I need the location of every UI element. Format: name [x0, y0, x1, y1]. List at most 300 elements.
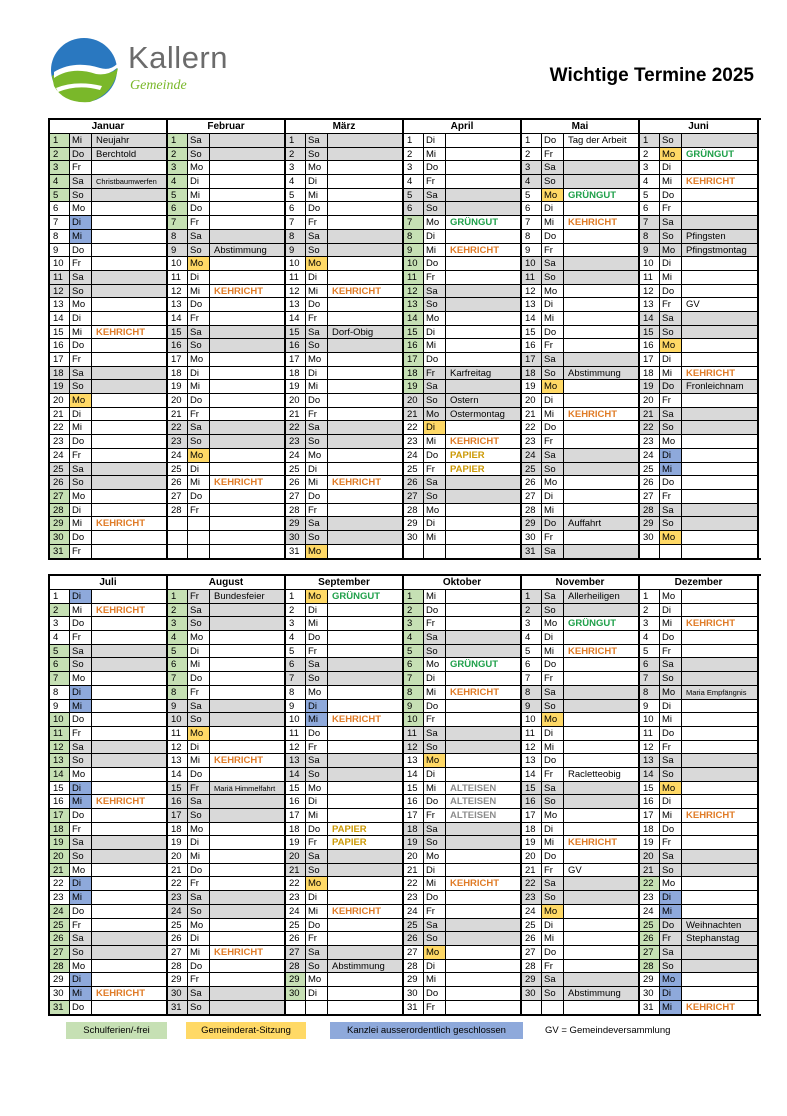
day-event: PAPIER — [450, 463, 485, 475]
weekday: Mi — [660, 175, 682, 188]
day-row — [640, 367, 757, 381]
day-event — [328, 809, 402, 822]
day-row — [640, 285, 757, 299]
weekday: Do — [188, 298, 210, 311]
day-number: 17 — [522, 353, 542, 366]
day-row — [404, 216, 520, 230]
day-row — [522, 905, 638, 919]
day-event — [92, 202, 166, 215]
day-event — [210, 380, 284, 393]
day-event — [328, 946, 402, 959]
day-event — [682, 257, 757, 270]
day-number: 27 — [640, 946, 660, 959]
weekday: Mo — [660, 782, 682, 795]
weekday: Mi — [542, 741, 564, 754]
day-row — [168, 795, 284, 809]
month-april — [404, 120, 522, 558]
day-row — [640, 973, 757, 987]
weekday: Mo — [188, 449, 210, 462]
weekday: So — [542, 795, 564, 808]
day-number: 29 — [50, 973, 70, 986]
weekday: Sa — [70, 836, 92, 849]
day-row — [168, 768, 284, 782]
day-number: 21 — [522, 408, 542, 421]
day-event — [682, 504, 757, 517]
day-event — [682, 285, 757, 298]
day-row — [404, 987, 520, 1001]
day-row — [286, 216, 402, 230]
day-event — [446, 517, 520, 530]
day-event — [446, 230, 520, 243]
day-number: 21 — [286, 408, 306, 421]
day-row — [640, 380, 757, 394]
weekday: So — [424, 836, 446, 849]
day-number: 12 — [286, 741, 306, 754]
day-row — [168, 973, 284, 987]
day-row — [640, 1001, 757, 1015]
day-event: Abstimmung — [568, 987, 621, 999]
day-row — [640, 175, 757, 189]
day-event — [328, 987, 402, 1000]
day-number: 28 — [522, 960, 542, 973]
day-row — [522, 517, 638, 531]
day-number: 24 — [286, 905, 306, 918]
day-event — [92, 244, 166, 257]
weekday: So — [188, 809, 210, 822]
weekday: So — [70, 189, 92, 202]
weekday: Mi — [424, 244, 446, 257]
day-number: 22 — [404, 421, 424, 434]
weekday: Sa — [70, 741, 92, 754]
weekday: Mo — [306, 161, 328, 174]
day-event — [446, 932, 520, 945]
weekday: Fr — [306, 836, 328, 849]
day-event — [446, 645, 520, 658]
day-event — [92, 189, 166, 202]
day-event — [92, 380, 166, 393]
day-event — [564, 435, 638, 448]
day-event — [92, 285, 166, 298]
day-event — [92, 353, 166, 366]
day-event — [92, 490, 166, 503]
day-number: 5 — [522, 645, 542, 658]
day-event — [564, 754, 638, 767]
day-event — [564, 686, 638, 699]
day-row — [50, 645, 166, 659]
day-event — [92, 864, 166, 877]
day-event: Abstimmung — [332, 960, 385, 972]
day-row — [168, 216, 284, 230]
weekday: Sa — [306, 326, 328, 339]
weekday: Mo — [660, 531, 682, 544]
day-event — [210, 1001, 284, 1015]
day-row — [50, 271, 166, 285]
day-event — [564, 960, 638, 973]
day-number: 3 — [50, 617, 70, 630]
day-row — [168, 353, 284, 367]
day-row — [50, 531, 166, 545]
day-number: 24 — [168, 905, 188, 918]
day-number: 15 — [640, 326, 660, 339]
weekday: Di — [188, 645, 210, 658]
day-event: Auffahrt — [568, 518, 602, 530]
day-number: 24 — [168, 449, 188, 462]
day-event — [328, 271, 402, 284]
weekday: Mi — [70, 421, 92, 434]
day-event — [92, 823, 166, 836]
day-row — [522, 134, 638, 148]
day-event — [210, 877, 284, 890]
day-event — [682, 795, 757, 808]
day-event — [210, 919, 284, 932]
day-row — [286, 877, 402, 891]
day-row — [50, 973, 166, 987]
day-event — [328, 380, 402, 393]
day-number: 11 — [640, 271, 660, 284]
day-event — [328, 148, 402, 161]
day-event — [682, 973, 757, 986]
day-row — [404, 326, 520, 340]
day-row — [404, 754, 520, 768]
day-event — [328, 545, 402, 559]
day-number: 21 — [404, 864, 424, 877]
day-event: KEHRICHT — [568, 408, 618, 420]
weekday: So — [70, 476, 92, 489]
day-number: 31 — [50, 1001, 70, 1015]
day-row — [286, 645, 402, 659]
day-event — [682, 768, 757, 781]
day-row — [522, 727, 638, 741]
weekday: So — [306, 864, 328, 877]
day-row — [404, 960, 520, 974]
day-row — [50, 686, 166, 700]
day-row — [50, 367, 166, 381]
day-event: Maria Empfängnis — [686, 687, 747, 697]
logo-name: Kallern — [128, 40, 228, 75]
day-number: 11 — [168, 727, 188, 740]
day-number: 30 — [50, 531, 70, 544]
day-row — [168, 271, 284, 285]
day-number: 11 — [50, 727, 70, 740]
weekday: Di — [660, 891, 682, 904]
day-row — [404, 230, 520, 244]
day-row — [286, 230, 402, 244]
day-row — [404, 919, 520, 933]
weekday: Do — [542, 134, 564, 147]
day-number: 1 — [404, 590, 424, 603]
day-number: 1 — [286, 134, 306, 147]
day-number: 9 — [404, 700, 424, 713]
weekday: Sa — [188, 987, 210, 1000]
weekday: Mi — [424, 339, 446, 352]
day-number: 4 — [50, 631, 70, 644]
day-event — [564, 946, 638, 959]
day-event — [210, 339, 284, 352]
day-row — [522, 257, 638, 271]
weekday: Sa — [660, 754, 682, 767]
weekday: Mo — [188, 631, 210, 644]
day-row — [522, 175, 638, 189]
weekday: Mo — [70, 394, 92, 407]
day-event — [446, 741, 520, 754]
weekday: So — [424, 298, 446, 311]
day-number: 11 — [286, 271, 306, 284]
month-header: August — [168, 576, 284, 590]
day-event — [328, 782, 402, 795]
weekday — [306, 1001, 328, 1015]
day-number: 29 — [404, 973, 424, 986]
weekday: Do — [188, 960, 210, 973]
day-number: 15 — [286, 326, 306, 339]
weekday: Mi — [424, 782, 446, 795]
day-event — [682, 905, 757, 918]
day-row — [522, 463, 638, 477]
day-number: 5 — [50, 189, 70, 202]
day-number: 12 — [640, 741, 660, 754]
weekday: Sa — [424, 823, 446, 836]
day-number: 14 — [168, 768, 188, 781]
day-row — [404, 408, 520, 422]
legend-schulferien: Schulferien/-frei — [66, 1022, 167, 1039]
weekday: Sa — [424, 631, 446, 644]
day-row — [522, 161, 638, 175]
day-number: 21 — [286, 864, 306, 877]
day-event — [92, 394, 166, 407]
day-row — [404, 189, 520, 203]
day-number: 20 — [404, 850, 424, 863]
day-event — [92, 216, 166, 229]
day-number: 3 — [640, 617, 660, 630]
weekday: Fr — [70, 353, 92, 366]
day-number: 17 — [168, 353, 188, 366]
day-number: 6 — [50, 658, 70, 671]
day-number: 9 — [286, 700, 306, 713]
day-event — [446, 905, 520, 918]
day-number: 1 — [404, 134, 424, 147]
day-number: 6 — [286, 202, 306, 215]
day-event: KEHRICHT — [686, 176, 736, 188]
day-row — [286, 545, 402, 559]
day-row — [168, 686, 284, 700]
day-number: 24 — [286, 449, 306, 462]
day-row — [522, 795, 638, 809]
day-number: 18 — [640, 823, 660, 836]
day-event — [682, 517, 757, 530]
day-row — [50, 604, 166, 618]
weekday: Do — [424, 795, 446, 808]
day-row — [640, 326, 757, 340]
day-number: 30 — [404, 987, 424, 1000]
weekday: Mo — [188, 353, 210, 366]
day-number: 19 — [286, 836, 306, 849]
day-number: 14 — [522, 312, 542, 325]
weekday: Mo — [542, 285, 564, 298]
day-row — [286, 782, 402, 796]
day-number: 9 — [404, 244, 424, 257]
weekday: Di — [70, 877, 92, 890]
weekday: Mo — [660, 590, 682, 603]
day-number: 20 — [404, 394, 424, 407]
day-number: 10 — [286, 257, 306, 270]
day-event — [92, 809, 166, 822]
weekday: Mi — [306, 809, 328, 822]
weekday: So — [306, 148, 328, 161]
weekday: So — [542, 604, 564, 617]
day-number: 6 — [286, 658, 306, 671]
day-event — [92, 312, 166, 325]
day-number: 1 — [168, 134, 188, 147]
day-row — [50, 590, 166, 604]
weekday: Do — [70, 435, 92, 448]
weekday: Mo — [188, 161, 210, 174]
day-row — [286, 326, 402, 340]
day-number: 10 — [168, 257, 188, 270]
day-event — [328, 1001, 402, 1015]
day-number: 13 — [50, 754, 70, 767]
day-number: 4 — [286, 175, 306, 188]
day-event — [446, 421, 520, 434]
weekday: So — [424, 741, 446, 754]
day-number: 14 — [50, 312, 70, 325]
day-number: 7 — [640, 672, 660, 685]
day-row — [522, 244, 638, 258]
day-event — [92, 590, 166, 603]
day-event — [328, 175, 402, 188]
day-event: KEHRICHT — [96, 796, 146, 808]
day-event — [682, 161, 757, 174]
weekday: Do — [660, 189, 682, 202]
day-row — [404, 973, 520, 987]
month-september — [286, 576, 404, 1014]
day-event — [328, 700, 402, 713]
day-number: 30 — [522, 531, 542, 544]
day-number: 3 — [50, 161, 70, 174]
day-number: 14 — [404, 768, 424, 781]
day-event — [328, 517, 402, 530]
day-number: 5 — [404, 189, 424, 202]
day-number: 11 — [640, 727, 660, 740]
day-number: 3 — [168, 161, 188, 174]
day-number: 24 — [50, 449, 70, 462]
day-number: 20 — [522, 394, 542, 407]
day-number: 15 — [640, 782, 660, 795]
day-event: KEHRICHT — [332, 285, 382, 297]
day-row — [286, 271, 402, 285]
day-row — [286, 380, 402, 394]
day-event: GV — [568, 864, 582, 876]
day-number: 29 — [640, 517, 660, 530]
day-number: 17 — [640, 809, 660, 822]
day-row — [50, 202, 166, 216]
day-row — [168, 850, 284, 864]
weekday: Sa — [660, 504, 682, 517]
day-event — [682, 202, 757, 215]
day-event: ALTEISEN — [450, 782, 497, 794]
day-row — [522, 380, 638, 394]
weekday: Fr — [70, 823, 92, 836]
day-row — [522, 658, 638, 672]
weekday: Di — [188, 175, 210, 188]
day-row — [168, 394, 284, 408]
weekday: So — [424, 202, 446, 215]
day-row — [522, 202, 638, 216]
day-event — [92, 161, 166, 174]
day-row — [50, 809, 166, 823]
day-event — [210, 257, 284, 270]
weekday: Do — [660, 380, 682, 393]
day-number: 19 — [640, 380, 660, 393]
month-dezember — [640, 576, 759, 1014]
day-row — [50, 713, 166, 727]
weekday: Mo — [660, 148, 682, 161]
weekday: Mo — [424, 408, 446, 421]
weekday: Fr — [188, 877, 210, 890]
weekday: Do — [70, 244, 92, 257]
day-row — [168, 408, 284, 422]
day-number: 3 — [168, 617, 188, 630]
day-row — [404, 490, 520, 504]
day-row — [522, 230, 638, 244]
day-event: GRÜNGUT — [568, 189, 617, 201]
day-number: 19 — [640, 836, 660, 849]
day-row — [522, 476, 638, 490]
day-number: 18 — [404, 367, 424, 380]
day-number: 14 — [168, 312, 188, 325]
day-number: 17 — [404, 353, 424, 366]
day-row — [404, 795, 520, 809]
day-row — [168, 1001, 284, 1015]
weekday: Sa — [660, 312, 682, 325]
day-number: 22 — [522, 421, 542, 434]
day-number: 28 — [286, 504, 306, 517]
day-event — [446, 700, 520, 713]
day-event — [682, 449, 757, 462]
day-row — [286, 768, 402, 782]
day-row — [286, 932, 402, 946]
weekday: So — [542, 367, 564, 380]
day-number: 10 — [404, 257, 424, 270]
day-row — [404, 727, 520, 741]
day-number: 20 — [640, 394, 660, 407]
weekday: Mo — [542, 476, 564, 489]
day-number: 19 — [50, 836, 70, 849]
day-number: 15 — [522, 326, 542, 339]
day-event — [682, 435, 757, 448]
day-number: 23 — [50, 435, 70, 448]
day-event — [92, 435, 166, 448]
day-event: KEHRICHT — [686, 1001, 736, 1013]
day-number: 17 — [50, 809, 70, 822]
weekday: Mi — [306, 380, 328, 393]
day-row — [404, 175, 520, 189]
day-row — [522, 645, 638, 659]
month-header: Oktober — [404, 576, 520, 590]
day-number: 21 — [50, 408, 70, 421]
day-number: 2 — [168, 604, 188, 617]
day-event — [564, 161, 638, 174]
day-row — [404, 932, 520, 946]
weekday: Di — [70, 216, 92, 229]
day-number: 2 — [404, 148, 424, 161]
day-row — [404, 891, 520, 905]
weekday: Sa — [70, 932, 92, 945]
day-number: 25 — [522, 919, 542, 932]
weekday: Sa — [542, 257, 564, 270]
day-number: 27 — [168, 946, 188, 959]
day-event — [446, 326, 520, 339]
weekday: Fr — [188, 504, 210, 517]
day-event: Neujahr — [96, 135, 130, 146]
